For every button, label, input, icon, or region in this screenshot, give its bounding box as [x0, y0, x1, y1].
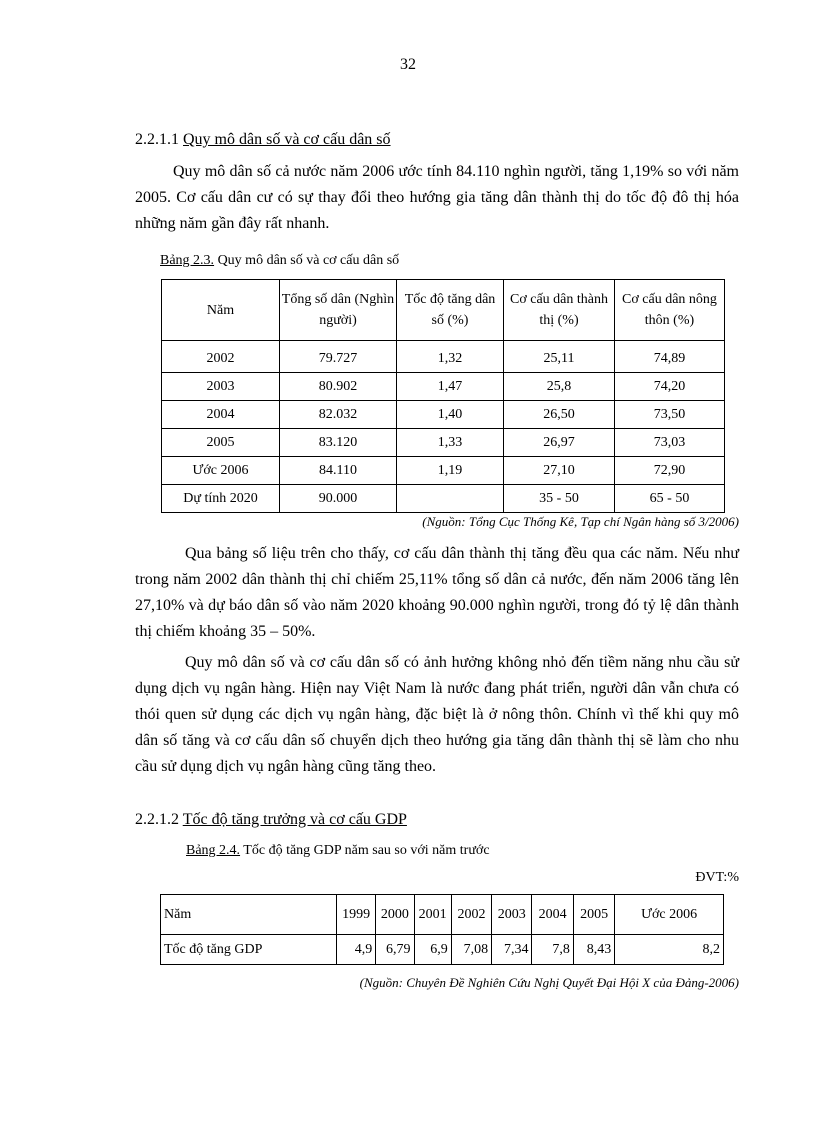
- table-cell: 73,03: [615, 429, 725, 457]
- year-cell: 2004: [532, 895, 573, 935]
- table-cell: 1,19: [397, 457, 504, 485]
- section-title: Quy mô dân số và cơ cấu dân số: [183, 131, 391, 148]
- table2-caption: [186, 843, 490, 859]
- intro-paragraph: Quy mô dân số cả nước năm 2006 ước tính 84.110 nghìn người, tăng 1,19% so với năm 2005. Cơ cấu dân cư có sự thay đổi theo hướng gia tăng dân thành thị do tốc độ đô thị hóa những năm gần đây rất nhanh.: [135, 163, 739, 232]
- table-cell: 1,32: [397, 341, 504, 373]
- value-cell: 8,2: [615, 935, 724, 965]
- table-cell: 2004: [162, 401, 280, 429]
- table-cell: 73,50: [615, 401, 725, 429]
- table-cell: 72,90: [615, 457, 725, 485]
- table-cell: [397, 485, 504, 513]
- population-table: [161, 279, 725, 513]
- column-header: Tốc độ tăng dân số (%): [397, 280, 504, 341]
- table1-caption-text: Quy mô dân số và cơ cấu dân số: [214, 253, 400, 268]
- table-cell: 2002: [162, 341, 280, 373]
- table-cell: 35 - 50: [504, 485, 615, 513]
- table-cell: 26,97: [504, 429, 615, 457]
- table-row: [162, 401, 725, 429]
- unit-label: ĐVT:%: [695, 870, 739, 885]
- table-cell: 2005: [162, 429, 280, 457]
- value-cell: 6,9: [414, 935, 451, 965]
- table-row: [162, 373, 725, 401]
- year-cell: 2002: [451, 895, 491, 935]
- column-header: Cơ cấu dân thành thị (%): [504, 280, 615, 341]
- table-cell: 1,47: [397, 373, 504, 401]
- table-cell: 74,20: [615, 373, 725, 401]
- analysis-paragraph: Qua bảng số liệu trên cho thấy, cơ cấu dân thành thị tăng đều qua các năm. Nếu như trong năm 2002 dân thành thị chỉ chiếm 25,11% tổng số dân cả nước, đến năm 2006 tăng lên 27,10% và dự báo dân số vào năm 2020 khoảng 90.000 nghìn người, trong đó tỷ lệ dân thành thị chiếm khoảng 35 – 50%.: [135, 545, 739, 640]
- table-row: [162, 457, 725, 485]
- year-cell: 2000: [376, 895, 414, 935]
- table-row: [162, 341, 725, 373]
- table-cell: 84.110: [280, 457, 397, 485]
- table-cell: 79.727: [280, 341, 397, 373]
- table-cell: 90.000: [280, 485, 397, 513]
- section-heading-2-2-1-1: [135, 131, 391, 149]
- table-cell: 25,11: [504, 341, 615, 373]
- table-row: [161, 935, 724, 965]
- table-cell: 82.032: [280, 401, 397, 429]
- value-cell: 4,9: [336, 935, 375, 965]
- table-cell: 1,33: [397, 429, 504, 457]
- row-header: Năm: [161, 895, 337, 935]
- table-cell: Dự tính 2020: [162, 485, 280, 513]
- year-cell: 2003: [492, 895, 532, 935]
- gdp-growth-table: [160, 894, 724, 965]
- table-header-row: [162, 280, 725, 341]
- year-cell: 2001: [414, 895, 451, 935]
- table1-caption: [160, 253, 399, 269]
- section-number: 2.2.1.1: [135, 131, 179, 148]
- table-cell: 74,89: [615, 341, 725, 373]
- page-number: 32: [400, 56, 416, 73]
- row-header: Tốc độ tăng GDP: [161, 935, 337, 965]
- impact-paragraph: Quy mô dân số và cơ cấu dân số có ảnh hưởng không nhỏ đến tiềm năng nhu cầu sử dụng dịch vụ ngân hàng. Hiện nay Việt Nam là nước đang phát triển, người dân vẫn chưa có thói quen sử dụng các dịch vụ ngân hàng, đặc biệt là ở nông thôn. Chính vì thế khi quy mô dân số tăng và cơ cấu dân số chuyển dịch theo hướng gia tăng dân thành thị sẽ làm cho nhu cầu sử dụng dịch vụ ngân hàng cũng tăng theo.: [135, 654, 739, 775]
- table-cell: 25,8: [504, 373, 615, 401]
- year-cell: 1999: [336, 895, 375, 935]
- column-header: Năm: [162, 280, 280, 341]
- table-cell: 80.902: [280, 373, 397, 401]
- year-cell: Ước 2006: [615, 895, 724, 935]
- section-number: 2.2.1.2: [135, 811, 179, 828]
- table-cell: 1,40: [397, 401, 504, 429]
- year-cell: 2005: [573, 895, 614, 935]
- table1-source: (Nguồn: Tổng Cục Thống Kê, Tạp chí Ngân hàng số 3/2006): [422, 514, 739, 529]
- table-row: [162, 485, 725, 513]
- column-header: Cơ cấu dân nông thôn (%): [615, 280, 725, 341]
- table-row: [162, 429, 725, 457]
- table-cell: 26,50: [504, 401, 615, 429]
- table-cell: Ước 2006: [162, 457, 280, 485]
- value-cell: 6,79: [376, 935, 414, 965]
- value-cell: 7,34: [492, 935, 532, 965]
- table-cell: 83.120: [280, 429, 397, 457]
- table1-caption-label: Bảng 2.3.: [160, 253, 215, 268]
- value-cell: 7,08: [451, 935, 491, 965]
- table2-caption-text: Tốc độ tăng GDP năm sau so với năm trước: [240, 843, 490, 858]
- table-cell: 2003: [162, 373, 280, 401]
- section-title: Tốc độ tăng trưởng và cơ cấu GDP: [182, 811, 407, 828]
- table-cell: 27,10: [504, 457, 615, 485]
- value-cell: 7,8: [532, 935, 573, 965]
- value-cell: 8,43: [573, 935, 614, 965]
- table-header-row: [161, 895, 724, 935]
- body-text: [135, 541, 739, 780]
- table2-caption-label: Bảng 2.4.: [186, 843, 241, 858]
- table-cell: 65 - 50: [615, 485, 725, 513]
- table2-source: (Nguồn: Chuyên Đề Nghiên Cứu Nghị Quyết Đại Hội X của Đảng-2006): [359, 975, 739, 990]
- column-header: Tổng số dân (Nghìn người): [280, 280, 397, 341]
- section-heading-2-2-1-2: [135, 811, 407, 829]
